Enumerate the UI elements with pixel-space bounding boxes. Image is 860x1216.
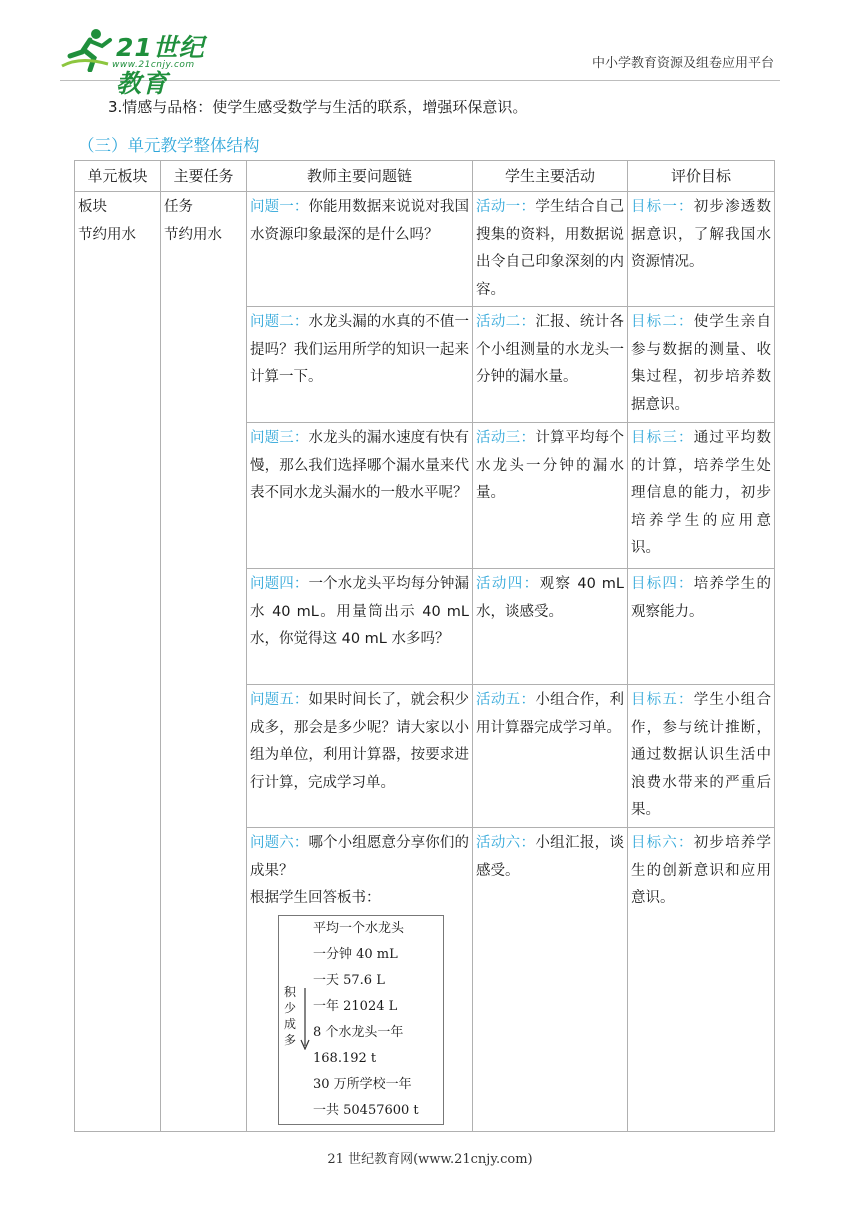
task-cell: 任务 节约用水 bbox=[161, 192, 247, 1132]
question-text: 哪个小组愿意分享你们的成果？ bbox=[250, 835, 470, 879]
goal-label: 目标三： bbox=[631, 430, 694, 446]
structure-table bbox=[74, 160, 775, 1132]
header-cell: 评价目标 bbox=[628, 161, 775, 192]
page-header bbox=[60, 24, 780, 98]
activity-cell bbox=[473, 569, 628, 685]
activity-label: 活动五： bbox=[476, 692, 536, 708]
activity-cell bbox=[473, 685, 628, 828]
goal-label: 目标二： bbox=[631, 314, 694, 330]
logo-url: www.21cnjy.com bbox=[112, 60, 195, 70]
board-line: 168.192 t bbox=[313, 1050, 377, 1066]
board-line: 平均一个水龙头 bbox=[313, 920, 405, 936]
runner-logo-icon bbox=[60, 26, 116, 72]
page-footer: 21 世纪教育网(www.21cnjy.com) bbox=[327, 1152, 533, 1167]
question-label: 问题一： bbox=[250, 199, 309, 215]
activity-label: 活动四： bbox=[476, 576, 540, 592]
blackboard-figure bbox=[278, 915, 444, 1125]
question-text: 水龙头漏的水真的不值一提吗？我们运用所学的知识一起来计算一下。 bbox=[250, 314, 470, 385]
goal-label: 目标六： bbox=[631, 835, 694, 851]
activity-text: 观察 40 mL 水，谈感受。 bbox=[476, 576, 624, 620]
question-text: 水龙头的漏水速度有快有慢，那么我们选择哪个漏水量来代表不同水龙头漏水的一般水平呢？ bbox=[250, 430, 470, 501]
question-label: 问题二： bbox=[250, 314, 309, 330]
goal-label: 目标四： bbox=[631, 576, 694, 592]
header-cell: 单元板块 bbox=[75, 161, 161, 192]
goal-text: 通过平均数的计算，培养学生处理信息的能力，初步培养学生的应用意识。 bbox=[631, 430, 771, 556]
header-cell: 教师主要问题链 bbox=[247, 161, 473, 192]
question-cell bbox=[247, 423, 473, 569]
activity-label: 活动六： bbox=[476, 835, 536, 851]
board-lines bbox=[313, 916, 419, 1124]
goal-text: 初步渗透数据意识，了解我国水资源情况。 bbox=[631, 199, 771, 270]
header-cell: 主要任务 bbox=[161, 161, 247, 192]
goal-cell bbox=[628, 307, 775, 423]
question-text: 一个水龙头平均每分钟漏水 40 mL。用量筒出示 40 mL 水，你觉得这 40 mL 水多吗？ bbox=[250, 576, 470, 647]
board-line: 一天 57.6 L bbox=[313, 972, 385, 988]
question-text: 你能用数据来说说对我国水资源印象最深的是什么吗？ bbox=[250, 199, 470, 243]
activity-text: 汇报、统计各个小组测量的水龙头一分钟的漏水量。 bbox=[476, 314, 625, 385]
board-line: 一年 21024 L bbox=[313, 998, 398, 1014]
question-label: 问题五： bbox=[250, 692, 309, 708]
activity-text: 计算平均每个水龙头一分钟的漏水量。 bbox=[476, 430, 625, 501]
board-line: 一分钟 40 mL bbox=[313, 946, 398, 962]
goal-text: 培养学生的观察能力。 bbox=[631, 576, 771, 620]
board-line: 30 万所学校一年 bbox=[313, 1076, 412, 1092]
question-cell bbox=[247, 192, 473, 307]
activity-cell bbox=[473, 192, 628, 307]
question-label: 问题四： bbox=[250, 576, 309, 592]
goal-text: 使学生亲自参与数据的测量、收集过程，初步培养数据意识。 bbox=[631, 314, 771, 413]
section-title: （三）单元教学整体结构 bbox=[78, 136, 260, 155]
activity-cell bbox=[473, 307, 628, 423]
header-cell: 学生主要活动 bbox=[473, 161, 628, 192]
logo bbox=[60, 26, 230, 98]
board-line: 8 个水龙头一年 bbox=[313, 1024, 404, 1040]
activity-text: 学生结合自己搜集的资料，用数据说出令自己印象深刻的内容。 bbox=[476, 199, 625, 298]
activity-cell bbox=[473, 828, 628, 1132]
down-arrow-icon bbox=[300, 988, 310, 1050]
goal-cell bbox=[628, 828, 775, 1132]
question-cell bbox=[247, 828, 473, 1132]
question-label: 问题三： bbox=[250, 430, 309, 446]
question-cell bbox=[247, 685, 473, 828]
goal-text: 初步培养学生的创新意识和应用意识。 bbox=[631, 835, 771, 906]
board-side-label: 积少成多 bbox=[283, 984, 296, 1047]
activity-cell bbox=[473, 423, 628, 569]
table-row bbox=[75, 192, 775, 307]
goal-label: 目标一： bbox=[631, 199, 694, 215]
goal-text: 学生小组合作，参与统计推断，通过数据认识生活中浪费水带来的严重后果。 bbox=[631, 692, 771, 818]
board-intro: 根据学生回答板书： bbox=[250, 890, 381, 906]
block-cell: 板块 节约用水 bbox=[75, 192, 161, 1132]
activity-label: 活动三： bbox=[476, 430, 536, 446]
question-text: 如果时间长了，就会积少成多，那会是多少呢？请大家以小组为单位，利用计算器，按要求进行计算，完成学习单。 bbox=[250, 692, 470, 791]
goal-cell bbox=[628, 685, 775, 828]
activity-label: 活动二： bbox=[476, 314, 536, 330]
question-label: 问题六： bbox=[250, 835, 309, 851]
activity-text: 小组合作，利用计算器完成学习单。 bbox=[476, 692, 625, 736]
activity-text: 小组汇报，谈感受。 bbox=[476, 835, 625, 879]
question-cell bbox=[247, 307, 473, 423]
activity-label: 活动一： bbox=[476, 199, 536, 215]
goal-label: 目标五： bbox=[631, 692, 694, 708]
goal-3: 3.情感与品格：使学生感受数学与生活的联系，增强环保意识。 bbox=[108, 98, 528, 116]
board-line: 一共 50457600 t bbox=[313, 1102, 419, 1118]
table-header-row bbox=[75, 161, 775, 192]
goal-cell bbox=[628, 423, 775, 569]
logo-text: 21世纪教育 bbox=[116, 33, 205, 98]
goal-cell bbox=[628, 569, 775, 685]
goal-cell bbox=[628, 192, 775, 307]
platform-title: 中小学教育资源及组卷应用平台 bbox=[591, 56, 774, 71]
question-cell bbox=[247, 569, 473, 685]
